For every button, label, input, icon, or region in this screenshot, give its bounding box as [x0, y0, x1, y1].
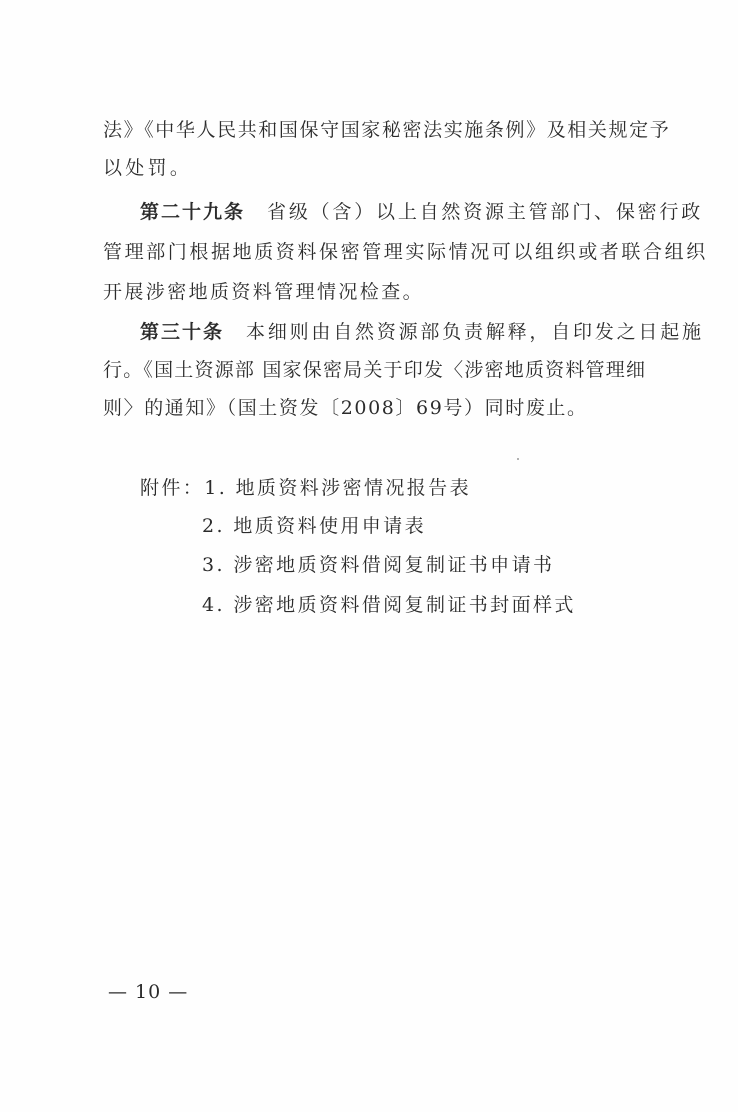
page-number: — 10 — — [108, 981, 189, 1003]
attachment-item-1: 附件：1. 地质资料涉密情况报告表 — [140, 477, 471, 499]
article-29-text-line-1: 省级（含）以上自然资源主管部门、保密行政 — [267, 201, 704, 223]
paragraph-continued-line-2: 以处罚。 — [103, 157, 193, 179]
article-29-text-line-2: 管理部门根据地质资料保密管理实际情况可以组织或者联合组织 — [103, 241, 708, 263]
article-30-first-line — [140, 320, 704, 344]
attachment-item-2: 2. 地质资料使用申请表 — [202, 515, 426, 537]
article-30-heading: 第三十条 — [140, 321, 225, 343]
article-30-text-line-2: 行。《国土资源部 国家保密局关于印发〈涉密地质资料管理细 — [103, 359, 647, 381]
article-30-text-line-1: 本细则由自然资源部负责解释，自印发之日起施 — [246, 321, 704, 343]
scan-speck — [517, 458, 519, 460]
paragraph-continued-line-1: 法》《中华人民共和国保守国家秘密法实施条例》及相关规定予 — [103, 119, 671, 141]
article-29-heading: 第二十九条 — [140, 201, 246, 223]
article-30-text-line-3: 则〉的通知》（国土资发〔2008〕69号）同时废止。 — [103, 397, 588, 419]
attachment-item-3: 3. 涉密地质资料借阅复制证书申请书 — [202, 554, 555, 576]
attachment-item-4: 4. 涉密地质资料借阅复制证书封面样式 — [202, 594, 576, 616]
article-29-first-line — [140, 200, 703, 224]
article-29-text-line-3: 开展涉密地质资料管理情况检查。 — [103, 281, 425, 303]
